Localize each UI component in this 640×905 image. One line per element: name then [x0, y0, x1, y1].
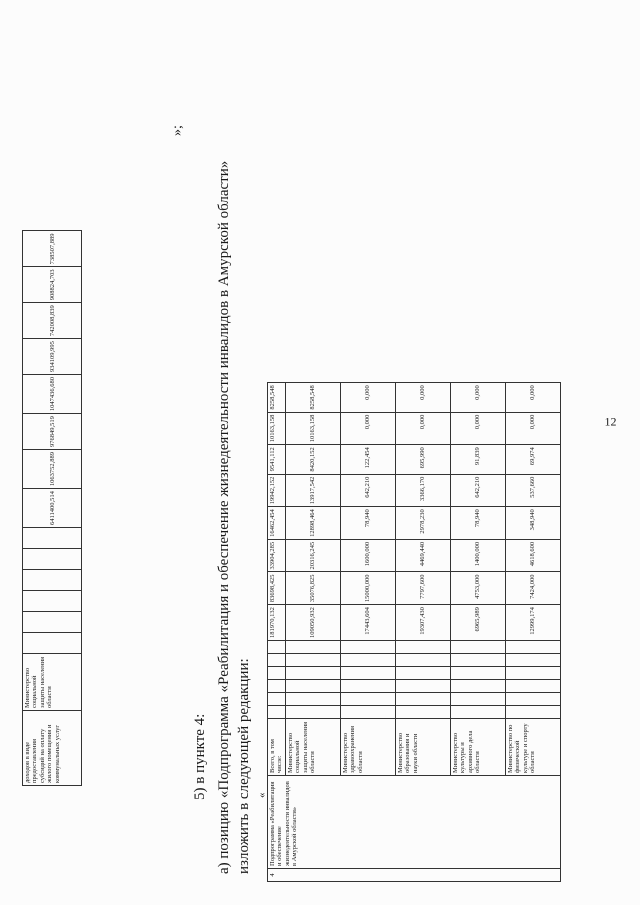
value-cell: 934109,995 [23, 339, 82, 375]
value-cell: 976849,519 [23, 414, 82, 450]
row-label: Министерство социальной защиты населения области [285, 719, 340, 776]
income-description: доходов в виде предоставления субсидий на оплату жилого помещения и коммунальных услуг [23, 711, 82, 786]
open-quote: « [256, 792, 268, 798]
value-cell: 0,000 [450, 412, 505, 445]
empty-cell [23, 570, 82, 591]
value-cell: 4753,000 [450, 572, 505, 605]
value-cell: 7797,600 [395, 572, 450, 605]
value-cell: 8420,152 [285, 445, 340, 474]
value-cell: 1047436,680 [23, 374, 82, 413]
value-cell: 0,000 [505, 383, 560, 412]
row-label: Министерство образования и науки области [395, 719, 450, 776]
value-cell: 742008,839 [23, 303, 82, 339]
value-cell: 0,000 [505, 412, 560, 445]
page-number: 12 [604, 414, 617, 429]
value-cell: 15000,000 [340, 572, 395, 605]
value-cell: 78,940 [450, 507, 505, 540]
value-cell: 10163,158 [285, 412, 340, 445]
value-cell: 10163,158 [268, 412, 286, 445]
row-label: Министерство культуры и архивного дела области [450, 719, 505, 776]
value-cell: 908824,703 [23, 267, 82, 303]
value-cell: 0,000 [450, 383, 505, 412]
value-cell: 78,940 [340, 507, 395, 540]
value-cell: 642,210 [340, 474, 395, 507]
empty-cell [23, 633, 82, 654]
row-label: Министерство по физической культуре и спорту области [505, 719, 560, 776]
value-cell: 4469,440 [395, 539, 450, 572]
value-cell: 1600,000 [340, 539, 395, 572]
row-number: 4 [268, 869, 561, 882]
value-cell: 8258,548 [268, 383, 286, 412]
value-cell: 8258,548 [285, 383, 340, 412]
value-cell: 0,000 [340, 383, 395, 412]
subprogram-table [267, 382, 561, 882]
table-row [23, 231, 82, 786]
value-cell: 9541,112 [268, 445, 286, 474]
value-cell: 6411400,514 [23, 489, 82, 528]
value-cell: 181970,132 [268, 605, 286, 641]
value-cell: 738507,889 [23, 231, 82, 267]
value-cell: 4618,600 [505, 539, 560, 572]
empty-cell [23, 591, 82, 612]
value-cell: 6965,989 [450, 605, 505, 641]
value-cell: 16462,454 [268, 507, 286, 540]
value-cell: 348,940 [505, 507, 560, 540]
row-label: Министерство здравоохранения области [340, 719, 395, 776]
point-heading: 5) в пункте 4: [192, 713, 208, 800]
value-cell: 12999,174 [505, 605, 560, 641]
row-label: Всего, в том числе: [268, 719, 286, 776]
value-cell: 2978,230 [395, 507, 450, 540]
value-cell: 91,839 [450, 445, 505, 474]
value-cell: 0,000 [395, 383, 450, 412]
value-cell: 83698,425 [268, 572, 286, 605]
rotated-content [20, 22, 620, 882]
value-cell: 0,000 [340, 412, 395, 445]
value-cell: 7424,000 [505, 572, 560, 605]
empty-cell [23, 549, 82, 570]
value-cell: 3366,170 [395, 474, 450, 507]
value-cell: 17443,604 [340, 605, 395, 641]
value-cell: 537,660 [505, 474, 560, 507]
value-cell: 33904,285 [268, 539, 286, 572]
paragraph-b: изложить в следующей редакции: [236, 658, 252, 874]
empty-cell [23, 528, 82, 549]
value-cell: 19307,430 [395, 605, 450, 641]
closing-mark: »; [170, 125, 185, 136]
program-name: Подпрограмма «Реабилитация и обеспечение жизнедеятельности инвалидов в Амурской области» [268, 776, 561, 869]
table-row [268, 383, 286, 882]
value-cell: 19942,152 [268, 474, 286, 507]
continuation-table [22, 230, 82, 786]
value-cell: 35076,825 [285, 572, 340, 605]
value-cell: 20316,245 [285, 539, 340, 572]
value-cell: 695,990 [395, 445, 450, 474]
value-cell: 122,454 [340, 445, 395, 474]
value-cell: 0,000 [395, 412, 450, 445]
ministry-cell: Министерство социальной защиты населения области [23, 654, 82, 711]
value-cell: 642,210 [450, 474, 505, 507]
value-cell: 109050,932 [285, 605, 340, 641]
empty-cell [23, 612, 82, 633]
value-cell: 1400,000 [450, 539, 505, 572]
value-cell: 69,974 [505, 445, 560, 474]
paragraph-a: а) позицию «Подпрограмма «Реабилитация и обеспечение жизнедеятельности инвалидов в Амурской области» [216, 160, 232, 874]
value-cell: 1063752,889 [23, 449, 82, 488]
value-cell: 13917,542 [285, 474, 340, 507]
value-cell: 12898,464 [285, 507, 340, 540]
